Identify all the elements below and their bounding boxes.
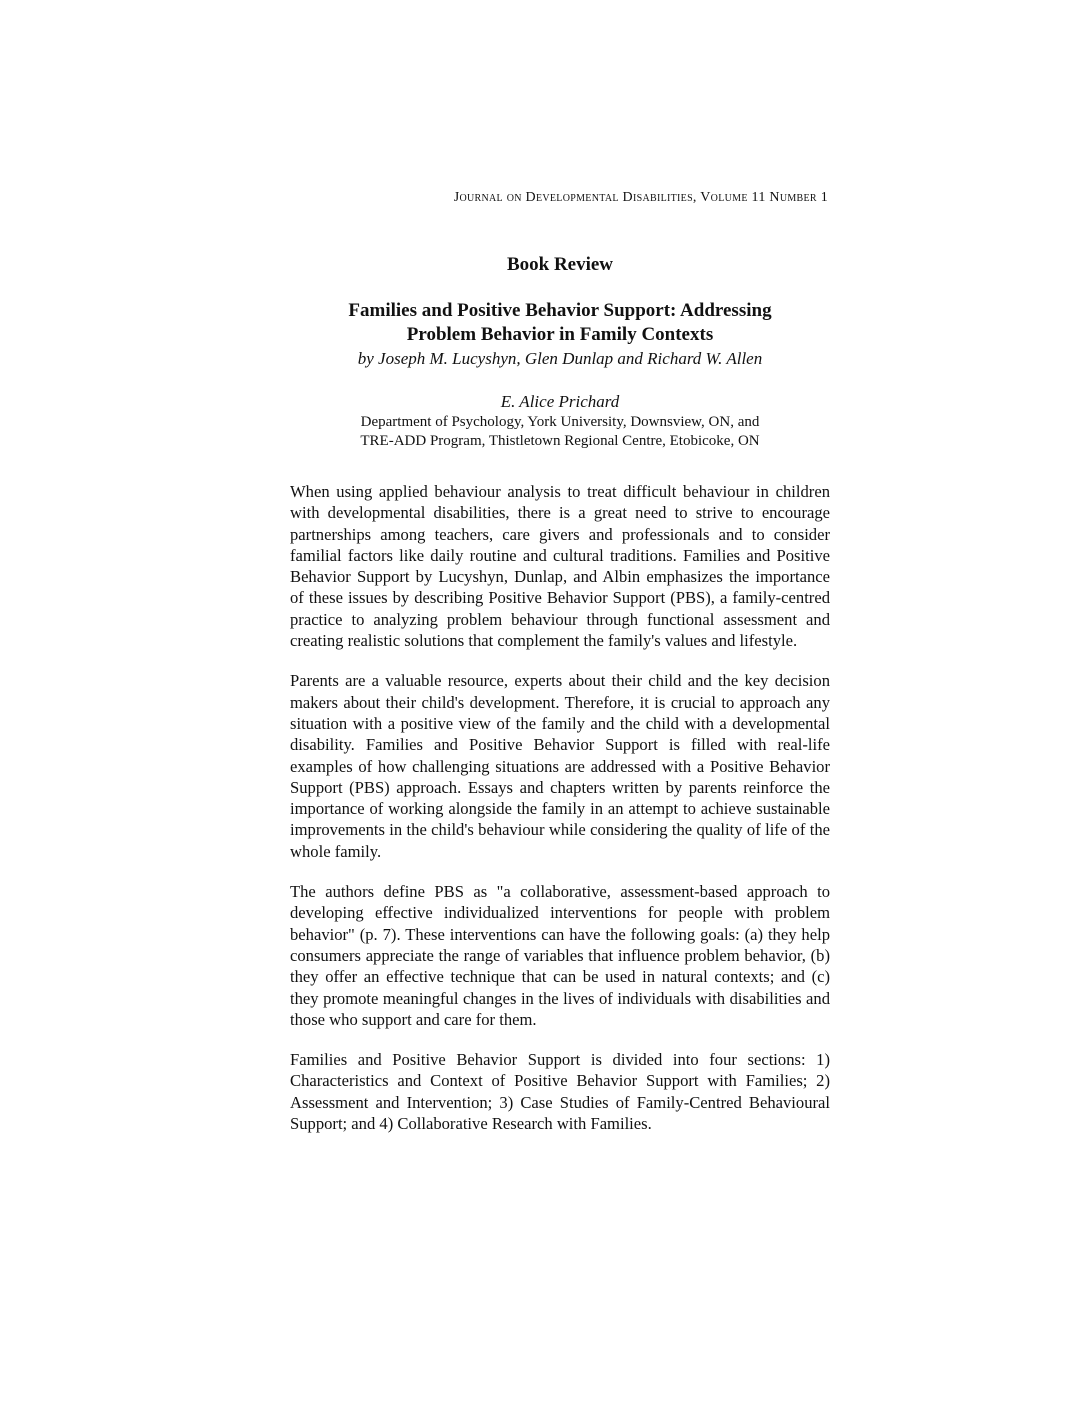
reviewer-name: E. Alice Prichard bbox=[500, 392, 620, 411]
body-paragraph: Parents are a valuable resource, experts about their child and the key decision makers about their child's development. Therefore, it is crucial to approach any situation with a positive view of the family and the child with a developmental disability. Families and Positive Behavior Support is filled with real-life examples of how challenging situations are addressed with a Positive Behavior Support (PBS) approach. Essays and chapters written by parents reinforce the importance of working alongside the family in an attempt to achieve sustainable improvements in the child's behaviour while considering the quality of life of the whole family. bbox=[290, 671, 830, 861]
body-paragraph: Families and Positive Behavior Support is divided into four sections: 1) Characteristics and Context of Positive Behavior Support with Families; 2) Assessment and Intervention; 3) Case Studies of Family-Centred Behavioural Support; and 4) Collaborative Research with Families. bbox=[290, 1050, 830, 1134]
running-head: Journal on Developmental Disabilities, Volume 11 Number 1 bbox=[453, 190, 828, 205]
section-label: Book Review bbox=[506, 254, 614, 275]
body-paragraph: The authors define PBS as "a collaborative, assessment-based approach to developing effective individualized interventions for people with problem behavior" (p. 7). These interventions can have the following goals: (a) they help consumers appreciate the range of variables that influence problem behavior, (b) they offer an effective technique that can be used in natural contexts; and (c) they promote meaningful changes in the lives of individuals with disabilities and those who support and care for them. bbox=[290, 882, 830, 1029]
reviewer-block bbox=[290, 391, 830, 451]
book-title-line-1: Families and Positive Behavior Support: Addressing bbox=[348, 300, 772, 321]
review-body bbox=[290, 481, 830, 1153]
book-authors-byline: by Joseph M. Lucyshyn, Glen Dunlap and Richard W. Allen bbox=[357, 349, 763, 368]
book-title-line-2: Problem Behavior in Family Contexts bbox=[406, 324, 714, 345]
book-title-block bbox=[290, 299, 830, 371]
body-paragraph: When using applied behaviour analysis to treat difficult behaviour in children with developmental disabilities, there is a great need to strive to encourage partnerships among teachers, care givers and professionals and to consider familial factors like daily routine and cultural traditions. Families and Positive Behavior Support by Lucyshyn, Dunlap, and Albin emphasizes the importance of these issues by describing Positive Behavior Support (PBS), a family-centred practice to analyzing problem behaviour through functional assessment and creating realistic solutions that complement the family's values and lifestyle. bbox=[290, 482, 830, 651]
reviewer-affiliation-line-2: TRE-ADD Program, Thistletown Regional Centre, Etobicoke, ON bbox=[360, 433, 760, 449]
reviewer-affiliation-line-1: Department of Psychology, York University, Downsview, ON, and bbox=[360, 414, 760, 430]
